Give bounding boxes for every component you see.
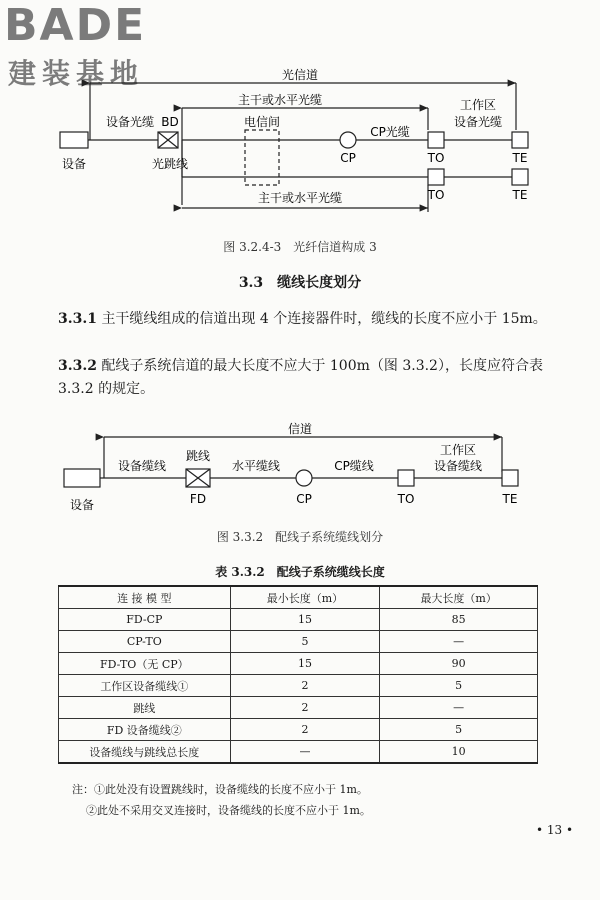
cell-model: 跳线 [59,697,231,719]
label-telecom-room: 电信间 [243,115,281,129]
label-to-3: TO [397,492,415,506]
equipment-box-2 [64,469,100,487]
cell-model: FD-CP [59,609,231,631]
label-work-area-cable-2: 设备缆线 [433,459,483,473]
cell-model: 设备缆线与跳线总长度 [59,741,231,764]
cell-min: 5 [230,631,380,653]
cell-min: 2 [230,719,380,741]
cell-min: 15 [230,653,380,675]
table-note-1: 注：①此处没有设置跳线时，设备缆线的长度不应小于 1m。 [72,783,368,796]
label-equipment-2: 设备 [69,498,95,512]
table-row [59,719,538,741]
cell-min: 15 [230,609,380,631]
cell-min: — [230,741,380,764]
label-patch-cord: 光跳线 [151,157,189,171]
label-te-1: TE [512,151,528,165]
table-row [59,697,538,719]
equipment-box-1 [60,132,88,148]
label-cp-cable: CP光缆 [370,125,410,139]
header-model: 连 接 模 型 [59,586,231,609]
cell-model: FD 设备缆线② [59,719,231,741]
cell-max: 5 [380,719,538,741]
label-cp: CP [340,151,356,165]
cable-length-table [58,585,538,764]
table-title: 表 3.3.2 配线子系统缆线长度 [215,565,385,579]
label-equip-cable: 设备光缆 [105,115,155,129]
page-number: • 13 • [536,823,574,837]
clause-text: 配线子系统信道的最大长度不应大于 100m（图 3.3.2），长度应符合表 3.3.2 的规定。 [58,358,543,397]
clause-number: 3.3.2 [58,358,97,374]
label-fiber-channel: 光信道 [281,68,319,82]
to-box-3 [398,470,414,486]
label-bd: BD [161,115,179,129]
cell-model: 工作区设备缆线① [59,675,231,697]
label-trunk-bottom: 主干或水平光缆 [257,191,343,205]
label-fd: FD [189,492,207,506]
cell-min: 2 [230,675,380,697]
label-channel: 信道 [287,422,313,436]
label-equip-cable-2: 设备缆线 [117,459,167,473]
fiber-channel-diagram [0,60,600,230]
label-jumper: 跳线 [185,449,211,463]
label-work-area-2: 工作区 [439,443,477,457]
logo-subtitle: 建装基地 [8,57,145,90]
label-te-2: TE [512,188,528,202]
table-row [59,675,538,697]
clause-number: 3.3.1 [58,311,97,327]
label-to-1: TO [427,151,445,165]
cell-max: 10 [380,741,538,764]
header-max: 最大长度（m） [380,586,538,609]
figure-1-caption: 图 3.2.4-3 光纤信道构成 3 [223,240,377,254]
te-box-2 [512,169,528,185]
te-box-1 [512,132,528,148]
figure-2-caption: 图 3.3.2 配线子系统缆线划分 [216,530,384,544]
table-row [59,609,538,631]
cell-max: 90 [380,653,538,675]
table-row [59,631,538,653]
cell-max: 85 [380,609,538,631]
paragraph-3-3-2 [58,355,548,401]
label-horizontal-cable: 水平缆线 [231,459,281,473]
header-min: 最小长度（m） [230,586,380,609]
cell-max: — [380,697,538,719]
logo-wordmark: BADE [4,0,147,51]
cell-max: — [380,631,538,653]
cp-node-1 [340,132,356,148]
section-title: 3.3 缆线长度划分 [238,275,362,291]
label-to-2: TO [427,188,445,202]
label-work-area: 工作区 [459,98,497,112]
table-row [59,653,538,675]
to-box-1 [428,132,444,148]
label-trunk-top: 主干或水平光缆 [237,93,323,107]
label-cp-2: CP [296,492,312,506]
te-box-3 [502,470,518,486]
cell-model: FD-TO（无 CP） [59,653,231,675]
label-cp-cable-2: CP缆线 [334,459,374,473]
horizontal-subsystem-diagram [0,420,600,520]
to-box-2 [428,169,444,185]
cell-min: 2 [230,697,380,719]
label-work-area-cable: 设备光缆 [453,115,503,129]
cell-max: 5 [380,675,538,697]
cp-node-2 [296,470,312,486]
table-note-2: ②此处不采用交叉连接时，设备缆线的长度不应小于 1m。 [86,804,371,817]
table-header-row [59,586,538,609]
table-row [59,741,538,764]
label-equipment: 设备 [61,157,87,171]
paragraph-3-3-1 [58,308,548,331]
cell-model: CP-TO [59,631,231,653]
clause-text: 主干缆线组成的信道出现 4 个连接器件时，缆线的长度不应小于 15m。 [101,311,547,327]
label-te-3: TE [502,492,518,506]
